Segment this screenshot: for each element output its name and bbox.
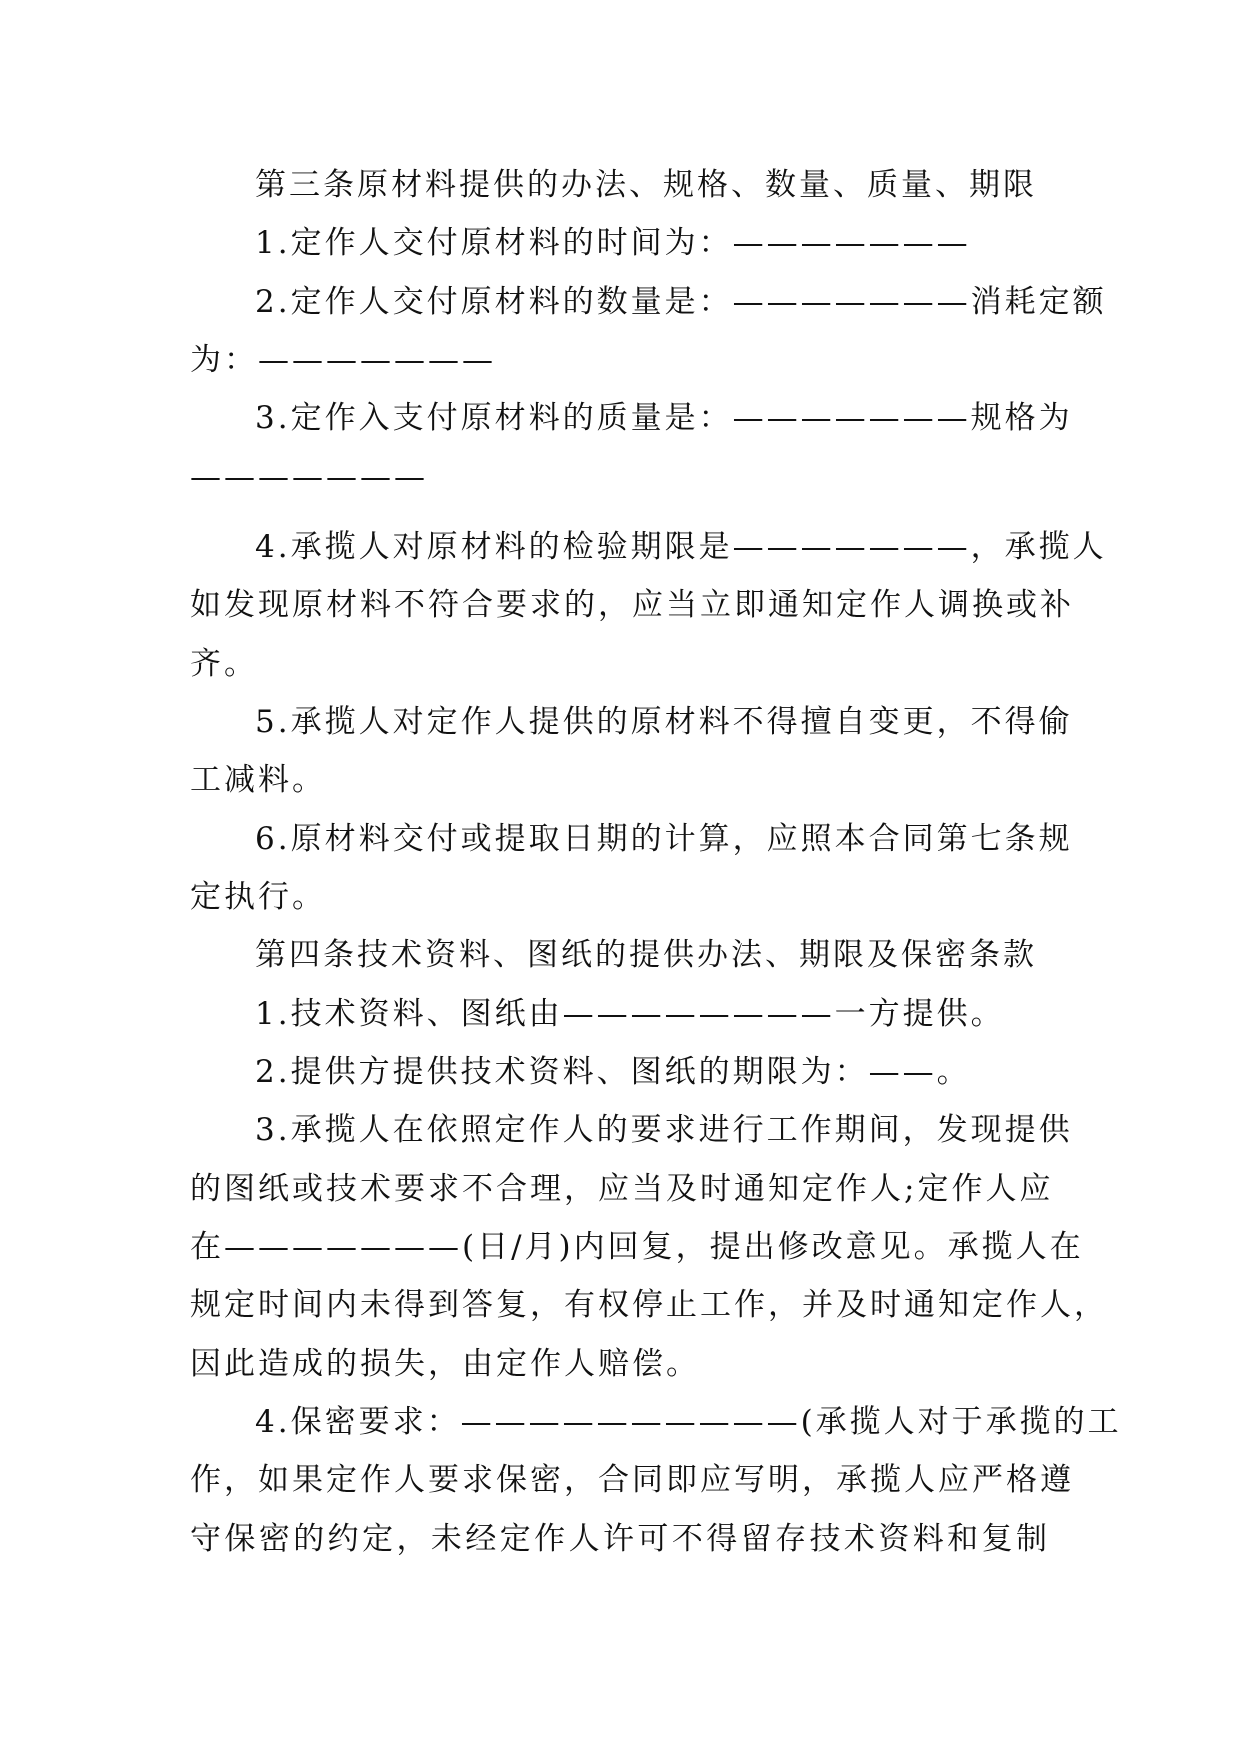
article-3-heading: 第三条原材料提供的办法、规格、数量、质量、期限 [255,167,1037,203]
article-4-item-4-cont-2: 守保密的约定，未经定作人许可不得留存技术资料和复制 [190,1521,1050,1557]
article-4-item-4: 4.保密要求：——————————(承揽人对于承揽的工 [255,1404,1122,1440]
article-3-item-3: 3.定作入支付原材料的质量是：———————规格为 [255,400,1073,436]
article-4-item-1: 1.技术资料、图纸由————————一方提供。 [255,996,1005,1032]
article-3-item-2-cont: 为：——————— [190,342,496,378]
article-4-item-3-cont-2: 在———————(日/月)内回复，提出修改意见。承揽人在 [190,1229,1084,1265]
article-3-item-5: 5.承揽人对定作人提供的原材料不得擅自变更，不得偷 [255,704,1073,740]
article-3-item-6: 6.原材料交付或提取日期的计算，应照本合同第七条规 [255,821,1073,857]
article-4-item-3-end: 因此造成的损失，由定作人赔偿。 [190,1346,700,1382]
article-3-item-4: 4.承揽人对原材料的检验期限是———————，承揽人 [255,529,1107,565]
article-4-item-3-cont-3: 规定时间内未得到答复，有权停止工作，并及时通知定作人， [190,1287,1108,1323]
article-4-item-3: 3.承揽人在依照定作人的要求进行工作期间，发现提供 [255,1112,1073,1148]
article-3-item-4-cont: 如发现原材料不符合要求的，应当立即通知定作人调换或补 [190,587,1074,623]
article-3-item-6-end: 定执行。 [190,879,326,915]
article-4-item-4-cont-1: 作，如果定作人要求保密，合同即应写明，承揽人应严格遵 [190,1462,1074,1498]
article-3-item-5-end: 工减料。 [190,762,326,798]
article-3-item-2: 2.定作人交付原材料的数量是：———————消耗定额 [255,284,1107,320]
article-3-item-3-cont: ——————— [190,459,428,495]
article-3-item-4-end: 齐。 [190,646,258,682]
article-4-item-3-cont-1: 的图纸或技术要求不合理，应当及时通知定作人;定作人应 [190,1171,1054,1207]
article-4-item-2: 2.提供方提供技术资料、图纸的期限为：——。 [255,1054,971,1090]
article-3-item-1: 1.定作人交付原材料的时间为：——————— [255,225,971,261]
article-4-heading: 第四条技术资料、图纸的提供办法、期限及保密条款 [255,937,1037,973]
